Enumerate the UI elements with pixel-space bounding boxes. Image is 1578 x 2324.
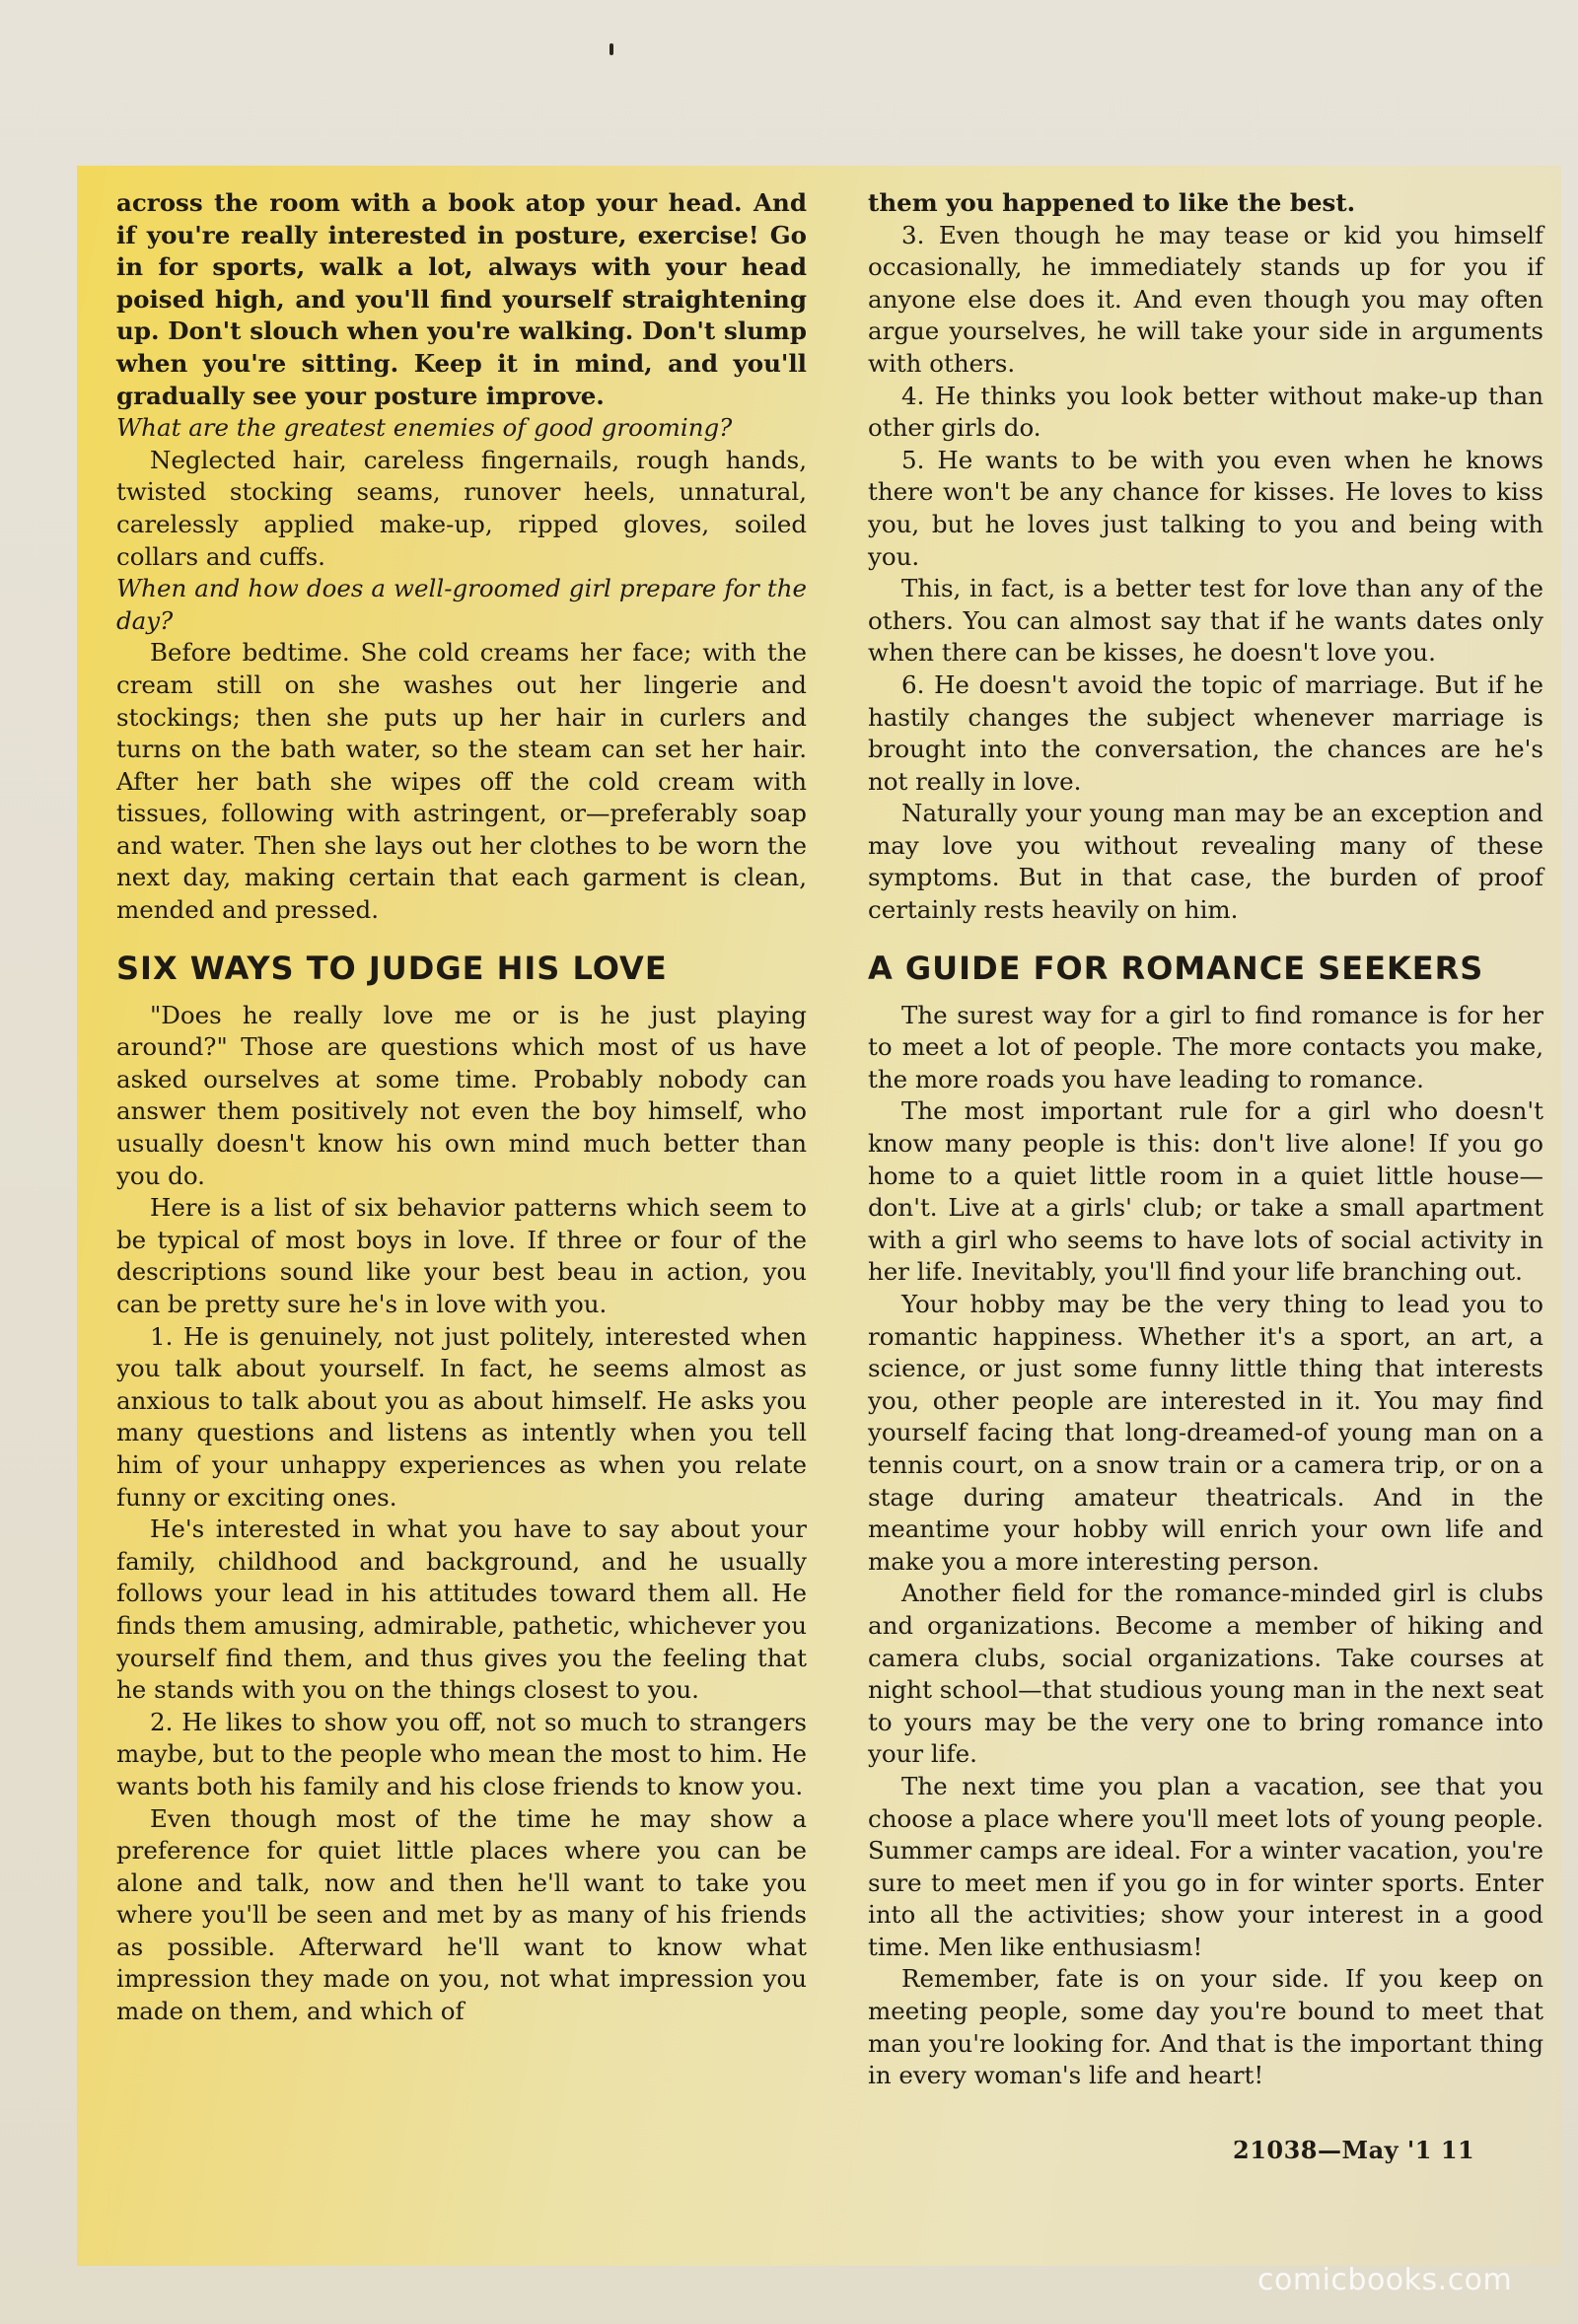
question: What are the greatest enemies of good grooming? xyxy=(116,413,733,443)
paragraph: Your hobby may be the very thing to lead you to romantic happiness. Whether it's a sport, an art, a science, or just some funny little thing that interests you, other people are interested in it. You may find yourself facing that long-dreamed-of young man on a tennis court, on a snow train or a camera trip, or on a stage during amateur theatricals. And in the meantime your hobby will enrich your own life and make you a more interesting person. xyxy=(868,1290,1543,1576)
paragraph: "Does he really love me or is he just playing around?" Those are questions which most of us have asked ourselves at some time. Probably nobody can answer them positively not even the boy himself, who usually doesn't know his own mind much better than you do. xyxy=(116,1000,807,1190)
question: When and how does a well-groomed girl prepare for the day? xyxy=(116,574,807,635)
paragraph: Another field for the romance-minded girl is clubs and organizations. Become a member of hiking and camera clubs, social organizations. Take courses at night school—that studious young man in the next seat to yours may be the very one to bring romance into your life. xyxy=(868,1579,1543,1769)
right-column xyxy=(868,187,1543,2092)
paragraph: The next time you plan a vacation, see that you choose a place where you'll meet lots of young people. Summer camps are ideal. For a winter vacation, you're sure to meet men if you go in for winter sports. Enter into all the activities; show your interest in a good time. Men like enthusiasm! xyxy=(868,1771,1543,1961)
paragraph: He's interested in what you have to say about your family, childhood and background, and he usually follows your lead in his attitudes toward them all. He finds them amusing, admirable, pathetic, whichever you yourself find them, and thus gives you the feeling that he stands with you on the things closest to you. xyxy=(116,1514,807,1705)
section-heading: A GUIDE FOR ROMANCE SEEKERS xyxy=(868,949,1484,987)
paragraph: Neglected hair, careless fingernails, rough hands, twisted stocking seams, runover heels, unnatural, carelessly applied make-up, ripped gloves, soiled collars and cuffs. xyxy=(116,445,807,571)
paragraph: 3. Even though he may tease or kid you himself occasionally, he immediately stands up for you if anyone else does it. And even though you may often argue yourselves, he will take your side in arguments with others. xyxy=(868,220,1543,378)
paragraph: 4. He thinks you look better without make-up than other girls do. xyxy=(868,381,1543,443)
paragraph: 5. He wants to be with you even when he knows there won't be any chance for kisses. He loves to kiss you, but he loves just talking to you and being with you. xyxy=(868,445,1543,571)
paragraph: 2. He likes to show you off, not so much to strangers maybe, but to the people who mean the most to him. He wants both his family and his close friends to know you. xyxy=(116,1707,807,1800)
ink-speck xyxy=(610,43,613,55)
paragraph: The surest way for a girl to find romance is for her to meet a lot of people. The more contacts you make, the more roads you have leading to romance. xyxy=(868,1000,1543,1093)
paragraph: Before bedtime. She cold creams her face; with the cream still on she washes out her lingerie and stockings; then she puts up her hair in curlers and turns on the bath water, so the steam can set her hair. After her bath she wipes off the cold cream with tissues, following with astringent, or—preferably soap and water. Then she lays out her clothes to be worn the next day, making certain that each garment is clean, mended and pressed. xyxy=(116,638,807,925)
paragraph: them you happened to like the best. xyxy=(868,188,1356,217)
paragraph: Even though most of the time he may show a preference for quiet little places where you can be alone and talk, now and then he'll want to take you where you'll be seen and met by as many of his friends as possible. Afterward he'll want to know what impression they made on you, not what impression you made on them, and which of xyxy=(116,1803,807,2026)
paragraph: Remember, fate is on your side. If you keep on meeting people, some day you're bound to meet that man you're looking for. And that is the important thing in every woman's life and heart! xyxy=(868,1964,1543,2090)
paragraph: across the room with a book atop your head. And if you're really interested in posture, exercise! Go in for sports, walk a lot, always with your head poised high, and you'll find yourself straightening up. Don't slouch when you're walking. Don't slump when you're sitting. Keep it in mind, and you'll gradually see your posture improve. xyxy=(116,188,807,410)
watermark: comicbooks.com xyxy=(1257,2263,1513,2297)
paragraph: The most important rule for a girl who doesn't know many people is this: don't live alone! If you go home to a quiet little room in a quiet little house—don't. Live at a girls' club; or take a small apartment with a girl who seems to have lots of social activity in her life. Inevitably, you'll find your life branching out. xyxy=(868,1096,1543,1287)
left-column xyxy=(116,187,807,2028)
paragraph: This, in fact, is a better test for love than any of the others. You can almost say that if he wants dates only when there can be kisses, he doesn't love you. xyxy=(868,574,1543,668)
section-heading: SIX WAYS TO JUDGE HIS LOVE xyxy=(116,949,668,987)
page-footer: 21038—May '1 11 xyxy=(1233,2136,1475,2164)
paragraph: 6. He doesn't avoid the topic of marriage. But if he hastily changes the subject whenever marriage is brought into the conversation, the chances are he's not really in love. xyxy=(868,669,1543,796)
paragraph: Naturally your young man may be an exception and may love you without revealing many of these symptoms. But in that case, the burden of proof certainly rests heavily on him. xyxy=(868,799,1543,925)
paragraph: 1. He is genuinely, not just politely, interested when you talk about yourself. In fact, he seems almost as anxious to talk about you as about himself. He asks you many questions and listens as intently when you tell him of your unhappy experiences as when you relate funny or exciting ones. xyxy=(116,1321,807,1512)
paragraph: Here is a list of six behavior patterns which seem to be typical of most boys in love. If three or four of the descriptions sound like your best beau in action, you can be pretty sure he's in love with you. xyxy=(116,1193,807,1318)
